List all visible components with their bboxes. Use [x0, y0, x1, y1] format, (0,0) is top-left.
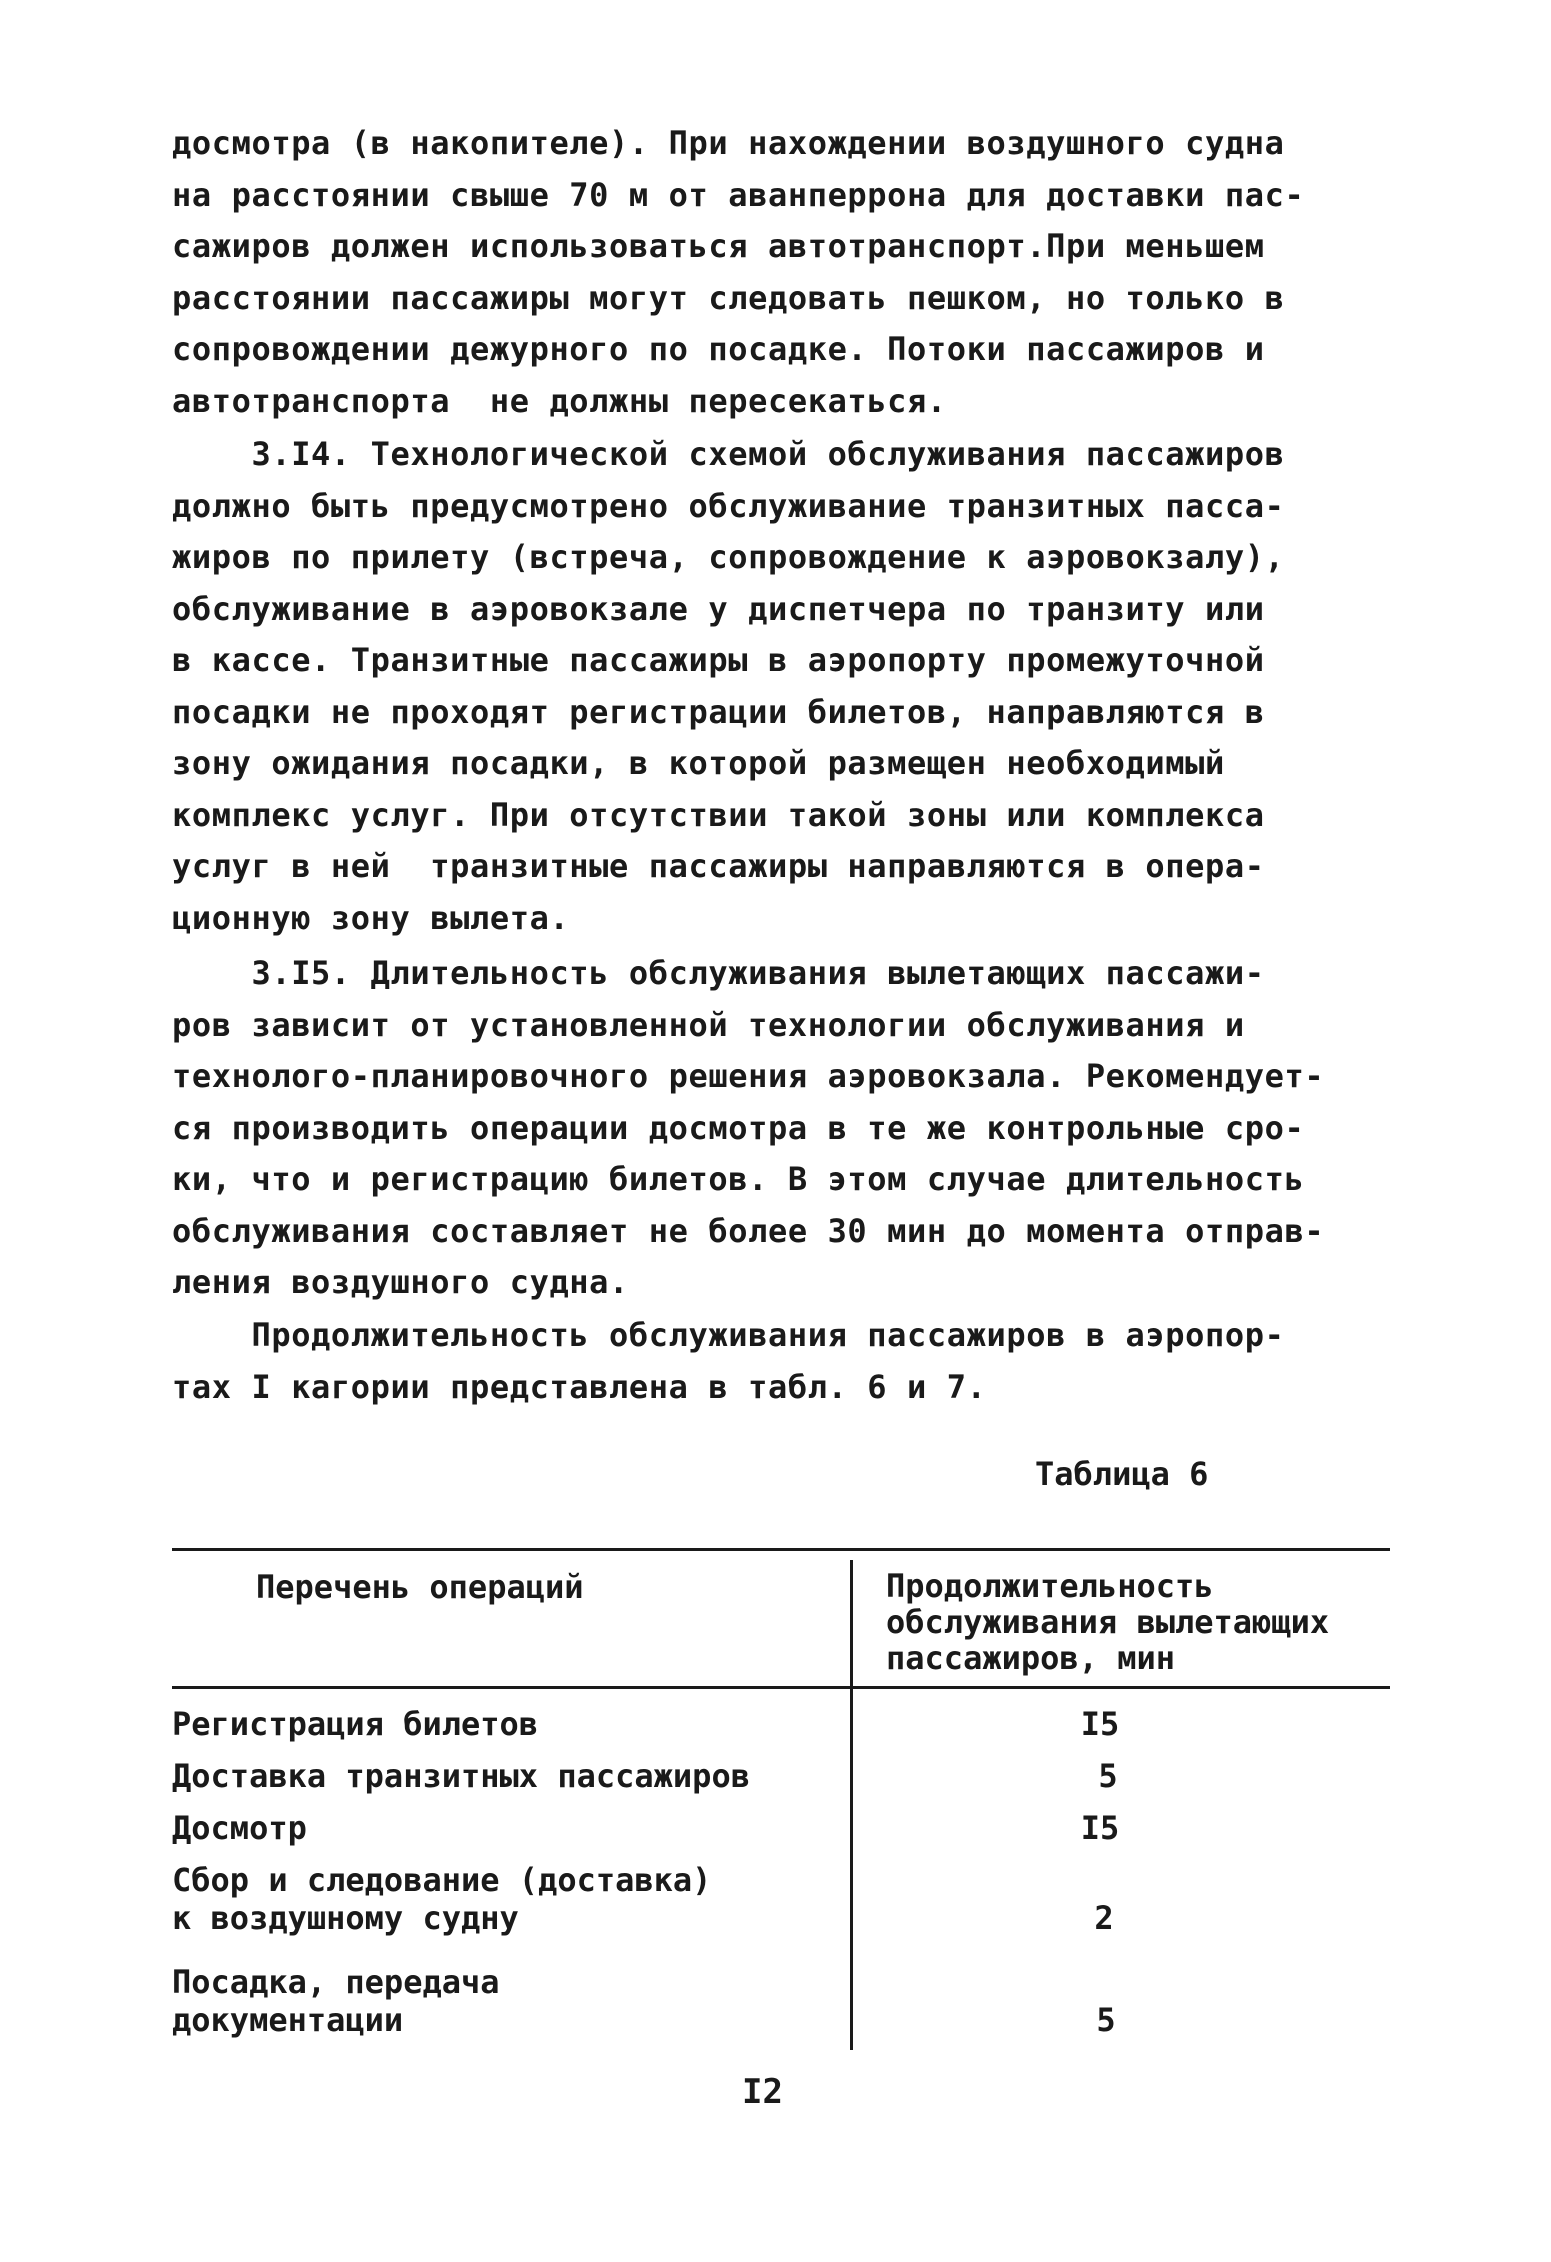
text-line: должно быть предусмотрено обслуживание транзитных пасса- [172, 486, 1285, 525]
text-line: 3.I5. Длительность обслуживания вылетающих пассажи- [172, 954, 1265, 992]
header-line: пассажиров, мин [886, 1639, 1175, 1677]
table-row-value: I5 [1080, 1705, 1120, 1743]
text-line: ров зависит от установленной технологии обслуживания и [172, 1005, 1245, 1044]
table-row-value: 5 [1098, 1757, 1118, 1795]
cell-line: документации [172, 2001, 404, 2039]
text-line: досмотра (в накопителе). При нахождении воздушного судна [172, 124, 1285, 162]
table-header-rule [172, 1686, 1390, 1689]
text-line: ционную зону вылета. [172, 898, 570, 937]
text-line: обслуживания составляет не более 30 мин до момента отправ- [172, 1211, 1325, 1250]
paragraph-continuation [172, 118, 1304, 427]
table-row-value: 2 [1094, 1899, 1114, 1937]
text-line: расстоянии пассажиры могут следовать пешком, но только в [172, 278, 1285, 317]
cell-line: Доставка транзитных пассажиров [172, 1757, 750, 1795]
paragraph-summary [172, 1310, 1284, 1413]
text-line: ся производить операции досмотра в те же контрольные сро- [172, 1108, 1305, 1147]
text-line: Продолжительность обслуживания пассажиров в аэропор- [172, 1316, 1285, 1354]
text-line: посадки не проходят регистрации билетов, направляются в [172, 692, 1265, 731]
text-line: зону ожидания посадки, в которой размещен необходимый [172, 744, 1225, 782]
table-caption: Таблица 6 [1035, 1455, 1209, 1493]
table-row-operation [172, 1757, 750, 1795]
text-line: технолого-планировочного решения аэровокзала. Рекомендует- [172, 1057, 1325, 1095]
text-line: на расстоянии свыше 70 м от аванперрона для доставки пас- [172, 175, 1305, 214]
table-row-operation [172, 1963, 500, 2039]
text-line: сопровождении дежурного по посадке. Потоки пассажиров и [172, 330, 1265, 368]
text-line: ления воздушного судна. [172, 1263, 629, 1301]
text-line: автотранспорта не должны пересекаться. [172, 381, 947, 420]
text-line: тах I кагории представлена в табл. 6 и 7. [172, 1367, 987, 1406]
text-line: жиров по прилету (встреча, сопровождение к аэровокзалу), [172, 538, 1285, 576]
table-header-operations: Перечень операций [256, 1568, 584, 1606]
cell-line: Досмотр [172, 1809, 307, 1847]
text-line: ки, что и регистрацию билетов. В этом случае длительность [172, 1160, 1305, 1198]
cell-line: Сбор и следование (доставка) [172, 1861, 712, 1899]
table-row-operation [172, 1861, 711, 1937]
cell-line: к воздушному судну [172, 1899, 519, 1937]
table-row-operation [172, 1809, 307, 1847]
table-header-duration [886, 1568, 1329, 1676]
table-row-operation [172, 1705, 538, 1743]
table-row-value: 5 [1096, 2001, 1116, 2039]
table-row-value: I5 [1080, 1809, 1120, 1847]
text-line: в кассе. Транзитные пассажиры в аэропорту промежуточной [172, 641, 1265, 679]
text-line: комплекс услуг. При отсутствии такой зоны или комплекса [172, 795, 1265, 834]
text-line: сажиров должен использоваться автотранспорт.При меньшем [172, 227, 1265, 265]
paragraph-3-15 [172, 948, 1324, 1309]
paragraph-3-14 [172, 429, 1284, 944]
cell-line: Регистрация билетов [172, 1705, 539, 1743]
cell-line: Посадка, передача [172, 1963, 500, 2001]
table-top-rule [172, 1548, 1390, 1551]
table-column-divider [850, 1560, 853, 2050]
header-line: Продолжительность [886, 1567, 1214, 1605]
text-line: обслуживание в аэровокзале у диспетчера по транзиту или [172, 589, 1265, 628]
text-line: 3.I4. Технологической схемой обслуживания пассажиров [172, 435, 1285, 473]
text-line: услуг в ней транзитные пассажиры направляются в опера- [172, 847, 1265, 885]
header-line: обслуживания вылетающих [886, 1603, 1330, 1641]
page-number: I2 [742, 2072, 783, 2112]
